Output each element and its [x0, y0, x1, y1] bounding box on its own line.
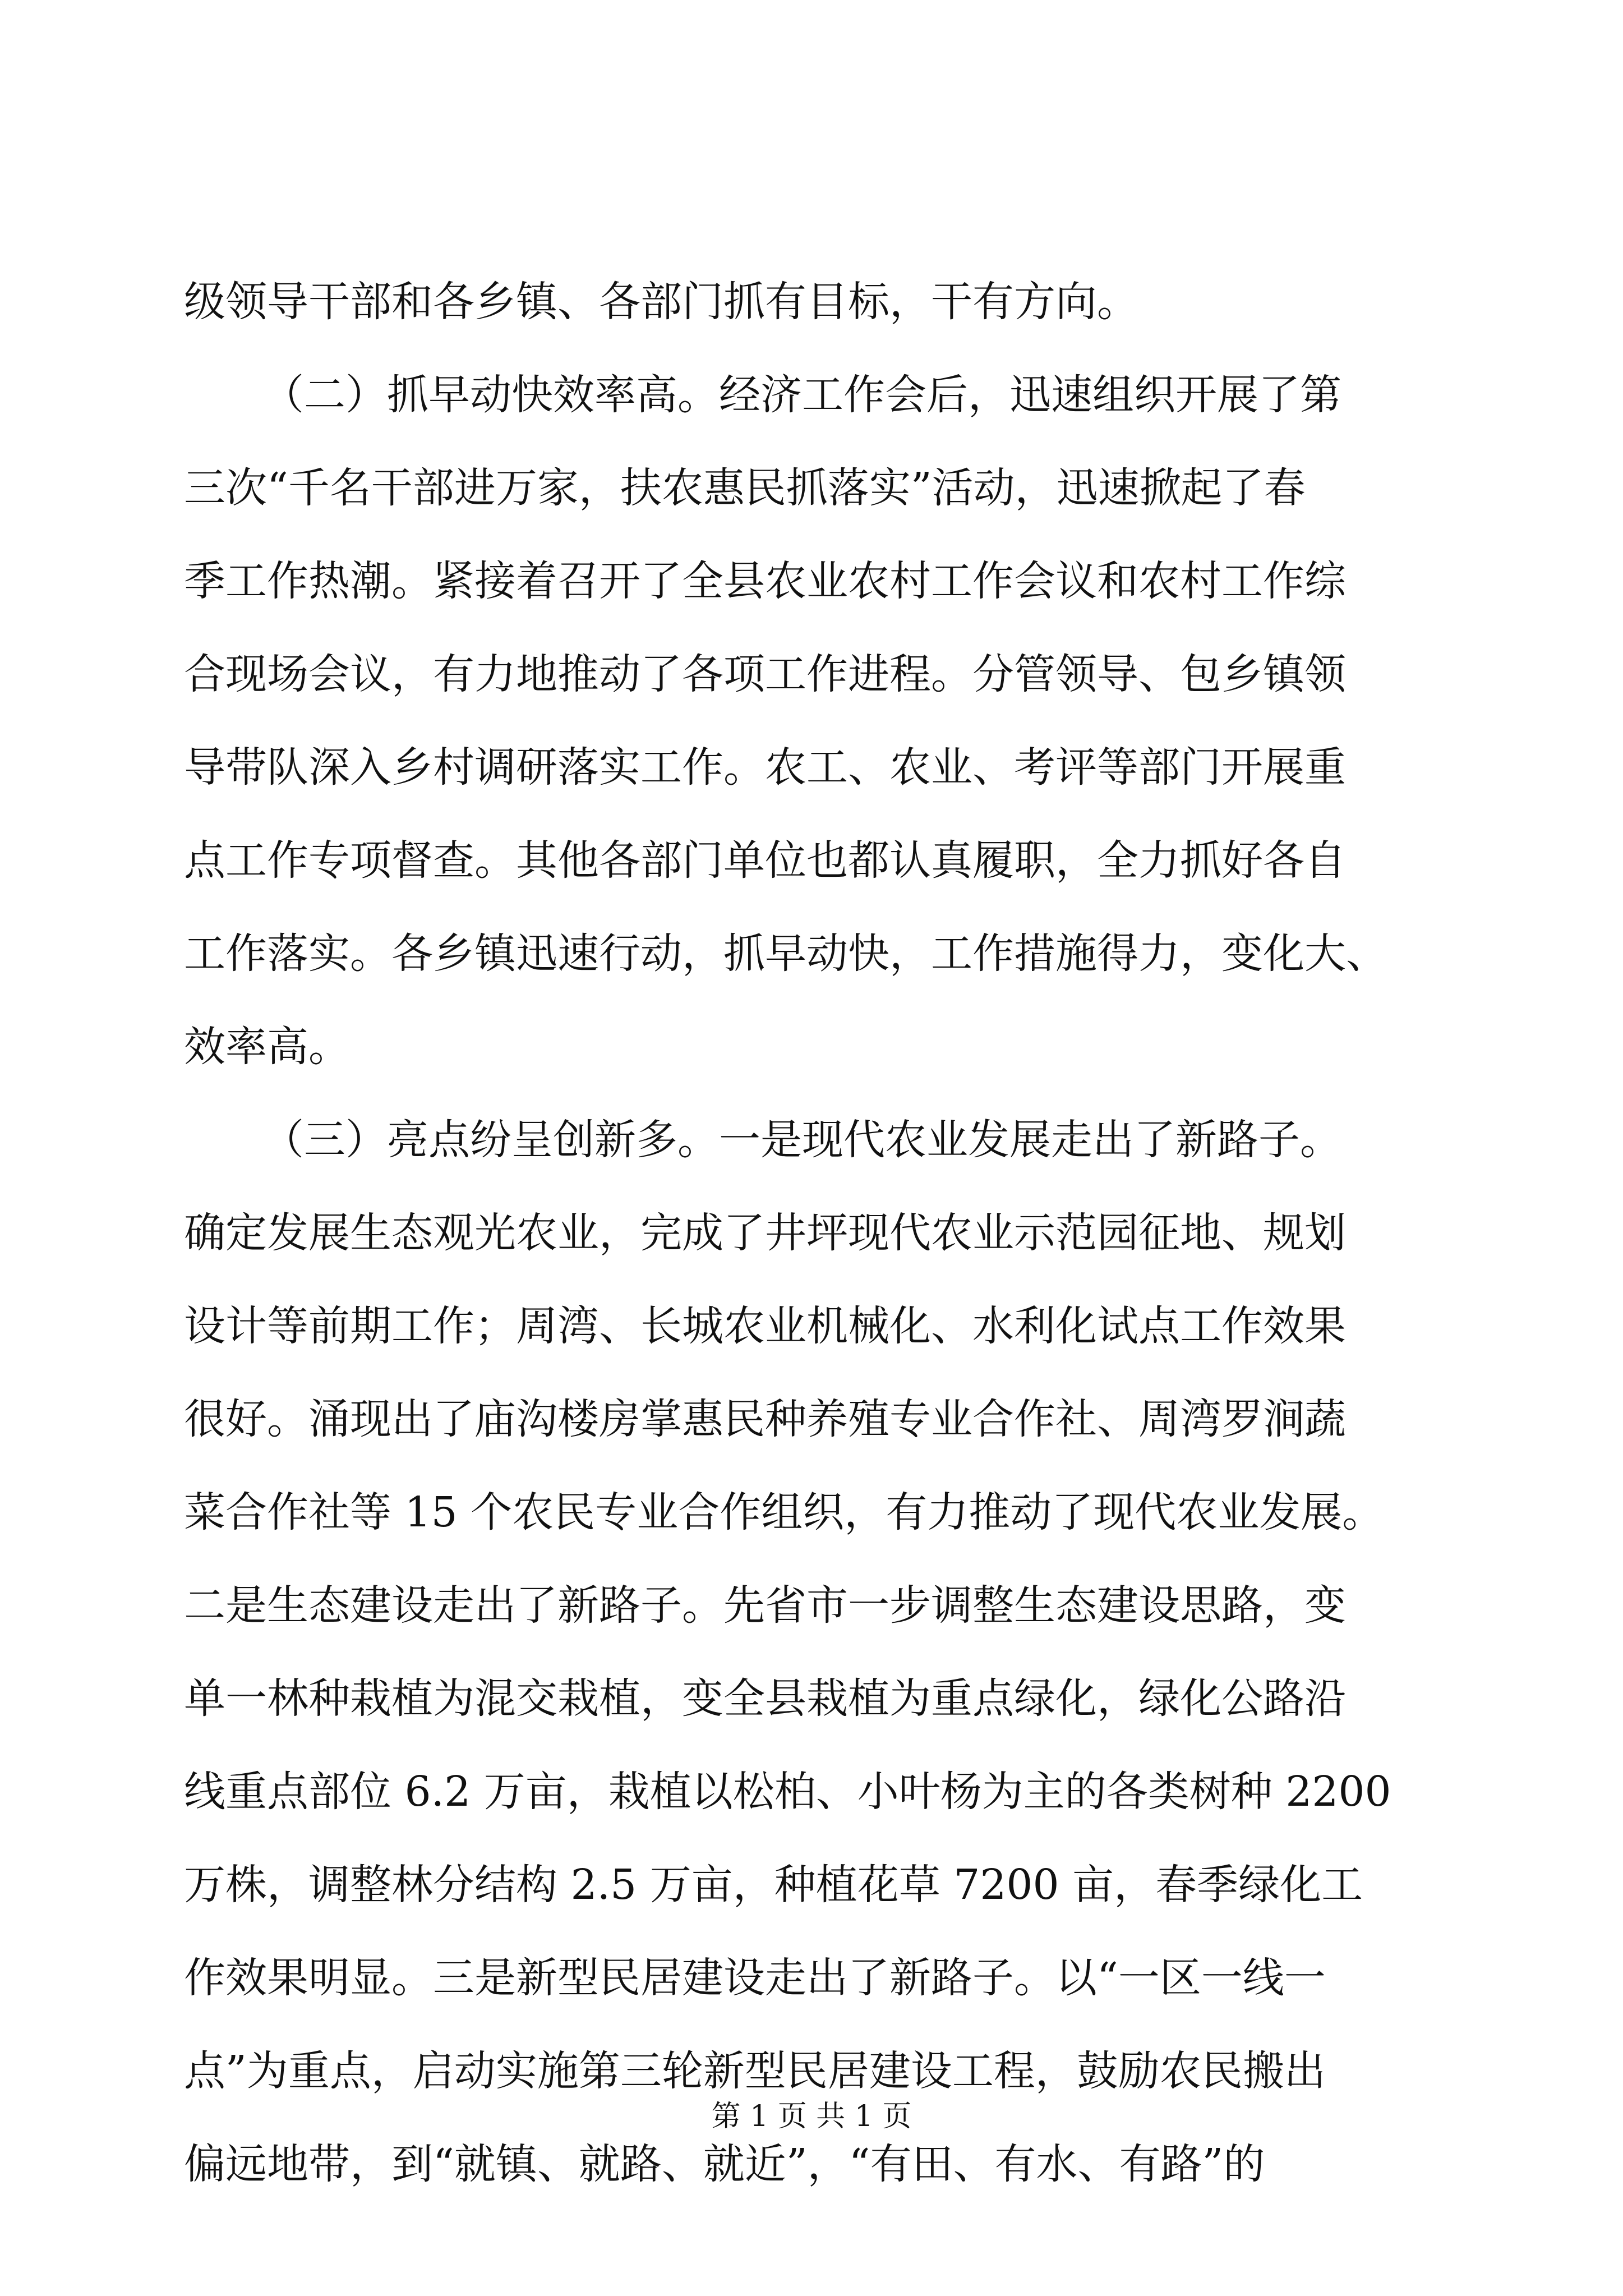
text-line: 偏远地带，到“就镇、就路、就近”，“有田、有水、有路”的	[184, 2140, 1265, 2188]
text-line: 很好。涌现出了庙沟楼房掌惠民种养殖专业合作社、周湾罗涧蔬	[184, 1395, 1346, 1443]
text-line: 三次“千名干部进万家，扶农惠民抓落实”活动，迅速掀起了春	[184, 464, 1306, 512]
text-line: 线重点部位 6.2 万亩，栽植以松柏、小叶杨为主的各类树种 2200	[184, 1768, 1391, 1816]
text-line: 点工作专项督查。其他各部门单位也都认真履职，全力抓好各自	[184, 836, 1346, 885]
text-line: 万株，调整林分结构 2.5 万亩，种植花草 7200 亩，春季绿化工	[184, 1861, 1363, 1909]
text-line: 点”为重点，启动实施第三轮新型民居建设工程，鼓励农民搬出	[184, 2047, 1326, 2095]
text-line: （二）抓早动快效率高。经济工作会后，迅速组织开展了第	[262, 371, 1341, 419]
text-line: 效率高。	[184, 1023, 350, 1071]
text-line: 单一林种栽植为混交栽植，变全县栽植为重点绿化，绿化公路沿	[184, 1674, 1346, 1723]
text-line: （三）亮点纷呈创新多。一是现代农业发展走出了新路子。	[262, 1116, 1341, 1164]
page-footer	[0, 2092, 1623, 2134]
page-number-label: 第 1 页 共 1 页	[711, 2100, 912, 2133]
text-line: 二是生态建设走出了新路子。先省市一步调整生态建设思路，变	[184, 1581, 1346, 1630]
text-line: 菜合作社等 15 个农民专业合作组织，有力推动了现代农业发展。	[184, 1488, 1384, 1536]
text-line: 级领导干部和各乡镇、各部门抓有目标，干有方向。	[184, 278, 1138, 326]
text-line: 季工作热潮。紧接着召开了全县农业农村工作会议和农村工作综	[184, 557, 1346, 605]
text-line: 确定发展生态观光农业，完成了井坪现代农业示范园征地、规划	[184, 1209, 1346, 1257]
document-body	[184, 255, 1440, 2211]
text-line: 工作落实。各乡镇迅速行动，抓早动快，工作措施得力，变化大、	[184, 930, 1387, 978]
text-line: 导带队深入乡村调研落实工作。农工、农业、考评等部门开展重	[184, 743, 1346, 792]
text-line: 合现场会议，有力地推动了各项工作进程。分管领导、包乡镇领	[184, 650, 1346, 698]
text-line: 作效果明显。三是新型民居建设走出了新路子。以“一区一线一	[184, 1954, 1326, 2002]
text-line: 设计等前期工作；周湾、长城农业机械化、水利化试点工作效果	[184, 1302, 1346, 1350]
